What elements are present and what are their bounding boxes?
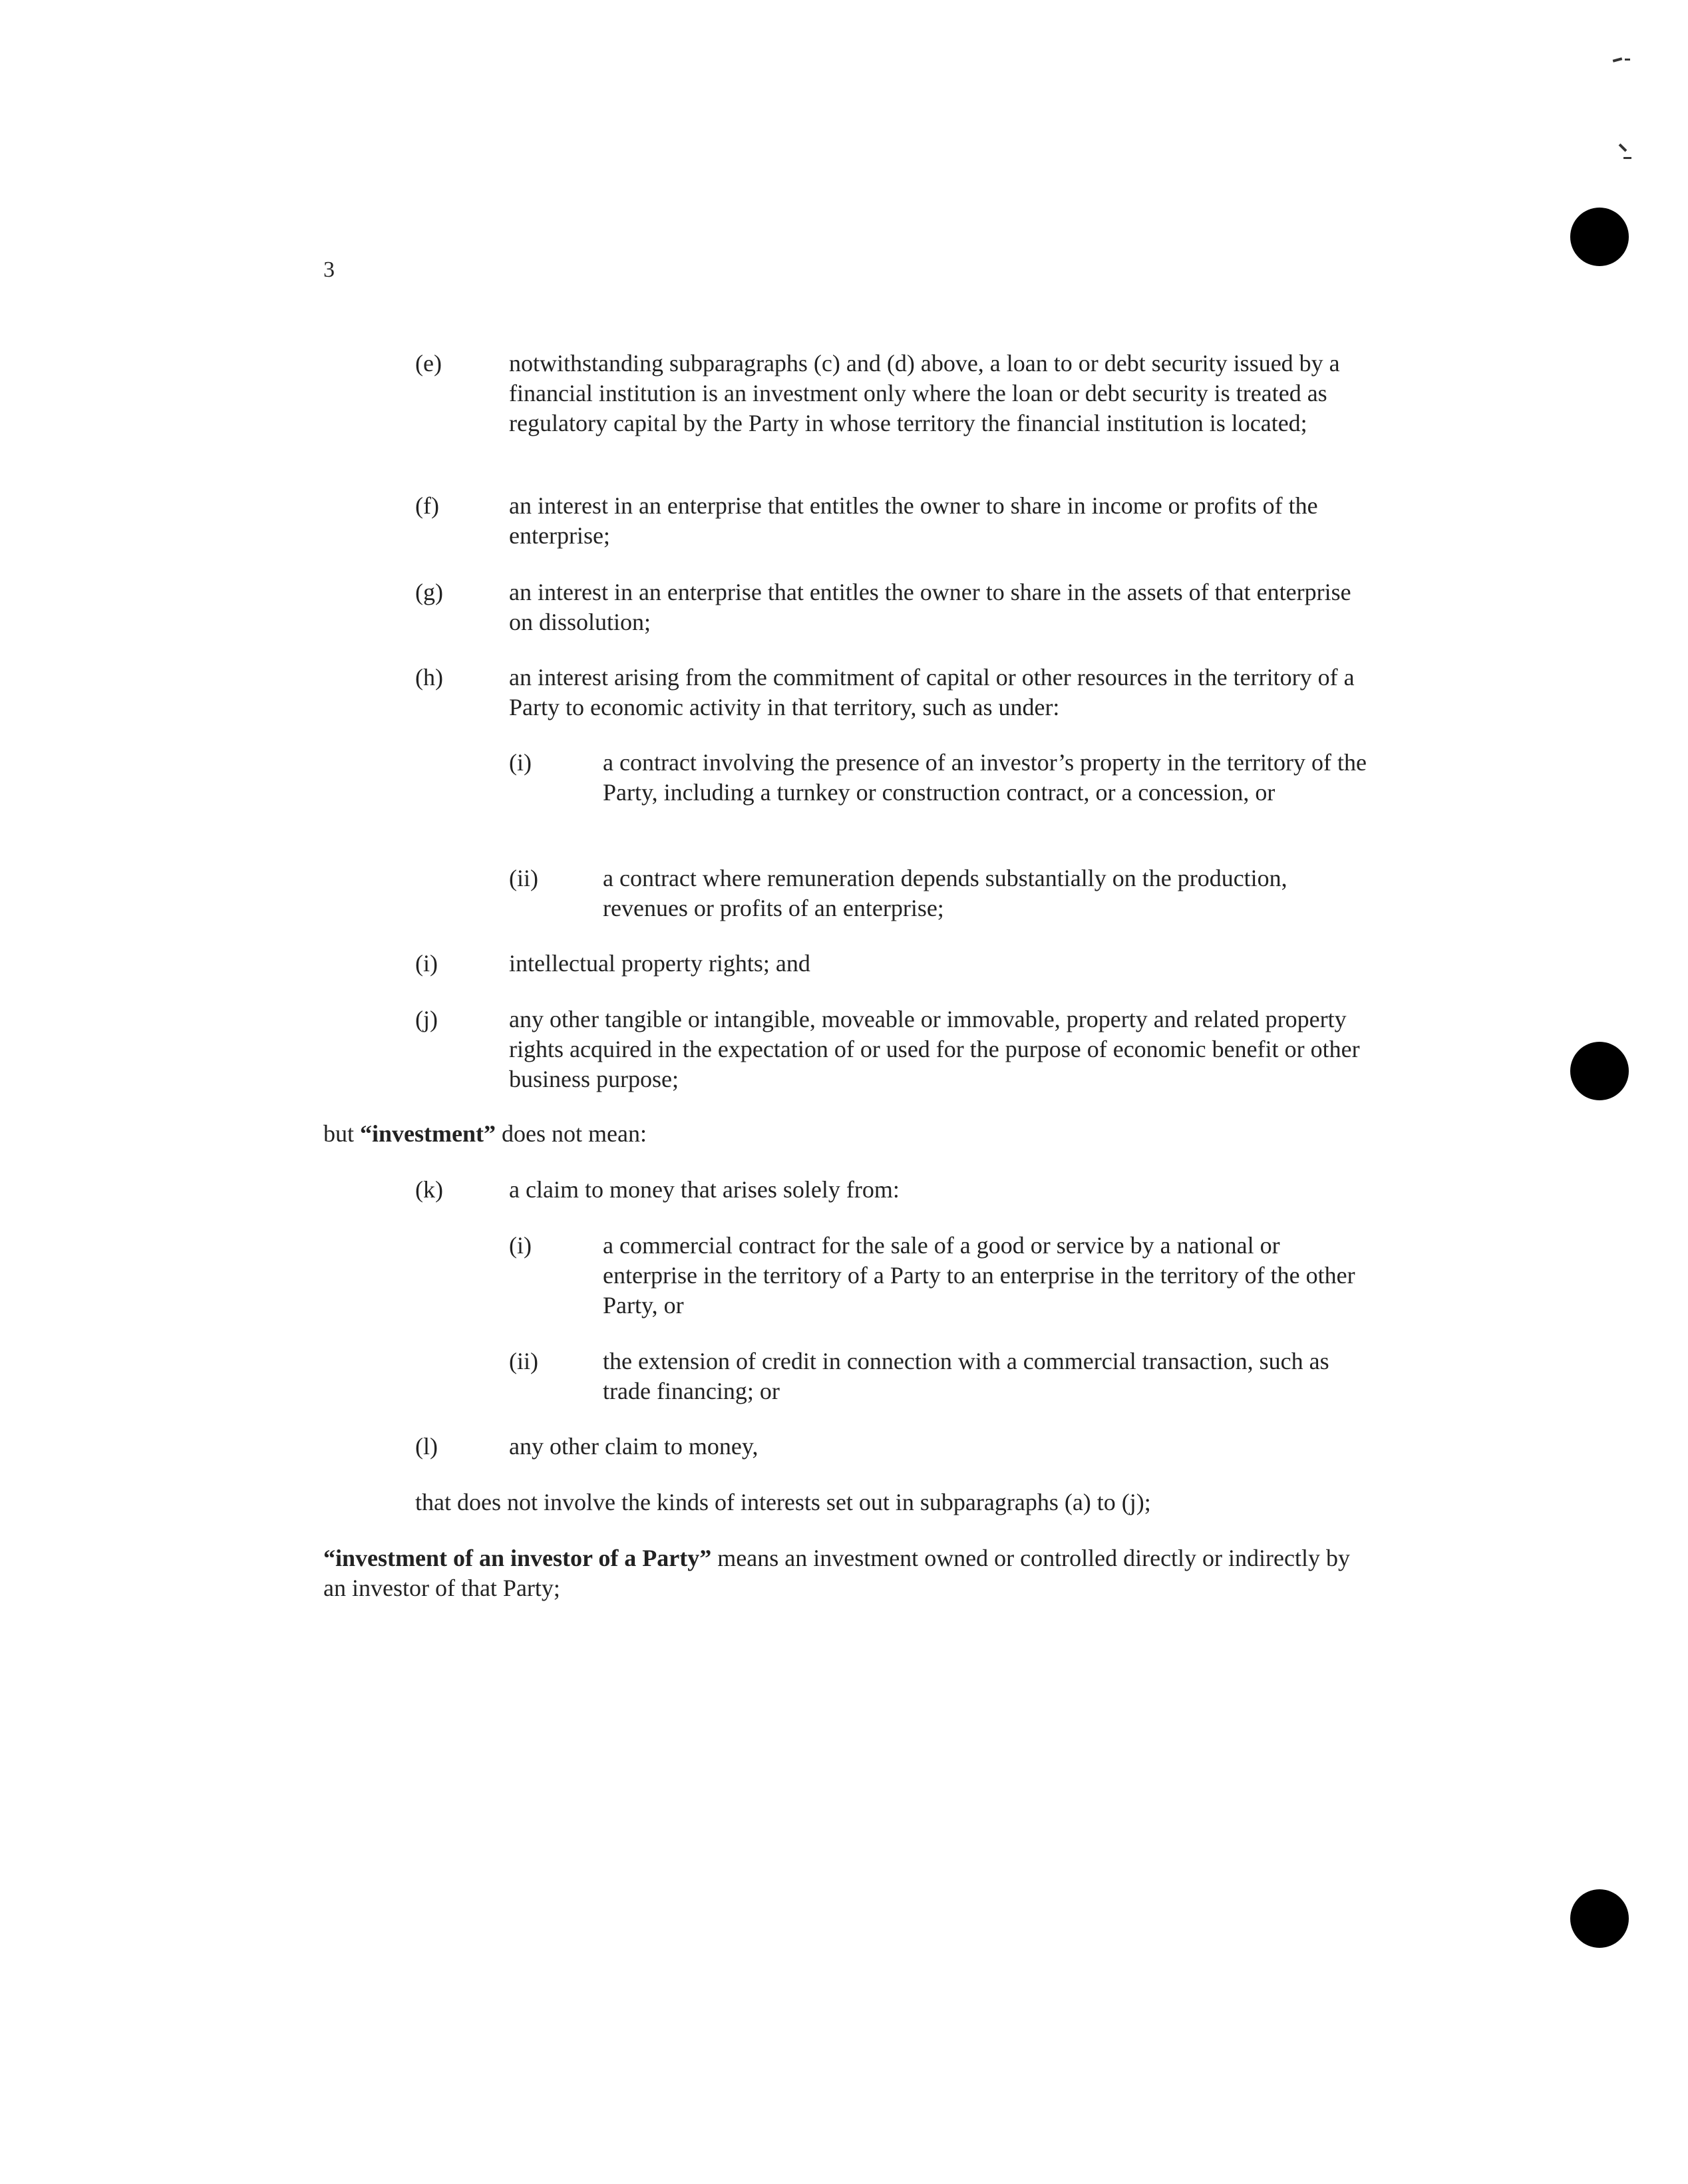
list-item-text: any other claim to money, — [509, 1433, 759, 1460]
punch-hole-middle — [1570, 1042, 1629, 1100]
defined-term: “investment” — [360, 1120, 496, 1147]
list-item-text: an interest in an enterprise that entitles the owner to share in income or profits of the enterprise; — [509, 492, 1318, 549]
scan-speck — [1619, 144, 1627, 152]
punch-hole-bottom — [1570, 1889, 1629, 1948]
list-marker: (h) — [415, 664, 443, 691]
list-item-text: intellectual property rights; and — [509, 950, 810, 977]
scan-speck — [1625, 59, 1630, 61]
list-item-text: any other tangible or intangible, moveable or immovable, property and related property rights acquired in the expectation of or used for the purpose of economic benefit or other business purpose; — [509, 1006, 1360, 1092]
list-item-text: a contract involving the presence of an investor’s property in the territory of the Party, including a turnkey or construction contract, or a concession, or — [603, 749, 1367, 806]
list-marker: (ii) — [509, 865, 538, 891]
list-item-text: a claim to money that arises solely from: — [509, 1176, 900, 1203]
list-item-text: an interest in an enterprise that entitles the owner to share in the assets of that enterprise on dissolution; — [509, 579, 1351, 635]
scan-speck — [1613, 57, 1623, 62]
definition-text: means an investment owned or controlled directly or indirectly by an investor of that Party; — [323, 1545, 1350, 1601]
defined-term: “investment of an investor of a Party” — [323, 1545, 712, 1571]
list-marker: (i) — [415, 950, 438, 977]
list-item-text: notwithstanding subparagraphs (c) and (d) above, a loan to or debt security issued by a financial institution is an investment only where the loan or debt security is treated as regulatory capital by the Party in whose territory the financial institution is located; — [509, 350, 1340, 436]
list-marker: (g) — [415, 579, 443, 605]
list-item-text: a contract where remuneration depends substantially on the production, revenues or profits of an enterprise; — [603, 865, 1287, 921]
list-marker: (i) — [509, 749, 532, 776]
list-marker: (l) — [415, 1433, 438, 1460]
list-marker: (k) — [415, 1176, 443, 1203]
list-marker: (ii) — [509, 1348, 538, 1374]
page-number: 3 — [323, 257, 335, 282]
closing-clause: that does not involve the kinds of interests set out in subparagraphs (a) to (j); — [415, 1489, 1151, 1515]
list-item-text: an interest arising from the commitment of capital or other resources in the territory of a Party to economic activity in that territory, such as under: — [509, 664, 1355, 720]
list-marker: (f) — [415, 492, 439, 519]
exclusion-intro — [323, 1119, 1368, 1149]
list-item-text: a commercial contract for the sale of a good or service by a national or enterprise in the territory of a Party to an enterprise in the territory of the other Party, or — [603, 1232, 1355, 1319]
punch-hole-top — [1570, 208, 1629, 266]
definition-paragraph — [323, 1543, 1368, 1603]
list-marker: (i) — [509, 1232, 532, 1259]
scan-speck — [1623, 157, 1631, 159]
list-marker: (j) — [415, 1006, 438, 1032]
exclusion-suffix: does not mean: — [496, 1120, 647, 1147]
list-marker: (e) — [415, 350, 442, 377]
exclusion-prefix: but — [323, 1120, 361, 1147]
list-item-text: the extension of credit in connection with a commercial transaction, such as trade financing; or — [603, 1348, 1329, 1404]
